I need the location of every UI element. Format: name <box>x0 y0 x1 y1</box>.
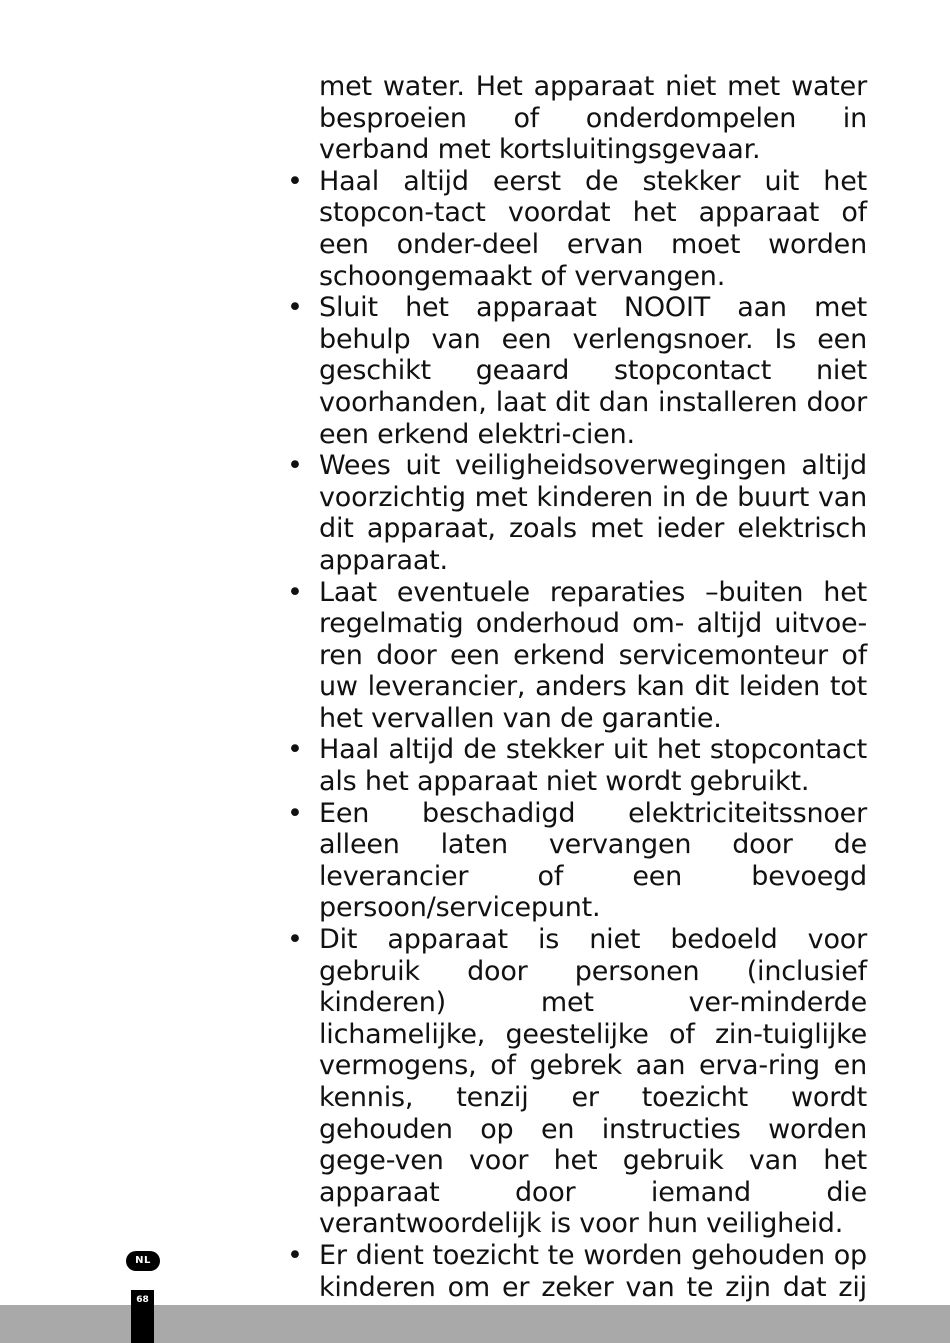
page-number: 68 <box>136 1295 149 1305</box>
bullet-point-icon: • <box>287 450 303 482</box>
bullet-point-icon: • <box>287 576 303 608</box>
safety-bullet-list <box>287 166 867 1335</box>
bullet-item-7 <box>287 924 867 1240</box>
bullet-item-5 <box>287 734 867 797</box>
bullet-point-icon: • <box>287 292 303 324</box>
document-body <box>287 71 867 1335</box>
bullet-text: Dit apparaat is niet bedoeld voor gebruik door personen (inclusief kinderen) met ver-minderde lichamelijke, geestelijke of zin-tuiglijke vermogens, of gebrek aan erva-ring en kennis, tenzij er toezicht wordt gehouden op en instructies worden gege-ven voor het gebruik van het apparaat door iemand die verantwoordelijk is voor hun veiligheid. <box>319 924 867 1240</box>
bullet-point-icon: • <box>287 1239 303 1271</box>
bullet-text: Wees uit veiligheidsoverwegingen altijd voorzichtig met kinderen in de buurt van dit apparaat, zoals met ieder elektrisch apparaat. <box>319 450 867 576</box>
bullet-point-icon: • <box>287 165 303 197</box>
bullet-text: Haal altijd eerst de stekker uit het stopcon-tact voordat het apparaat of een onder-deel ervan moet worden schoongemaakt of vervangen. <box>319 165 867 292</box>
bullet-item-1 <box>287 166 867 292</box>
bullet-text: Haal altijd de stekker uit het stopcontact als het apparaat niet wordt gebruikt. <box>319 734 867 798</box>
page-number-tab <box>131 1290 154 1343</box>
bullet-text: Sluit het apparaat NOOIT aan met behulp van een verlengsnoer. Is een geschikt geaard stopcontact niet voorhanden, laat dit dan installeren door een erkend elektri-cien. <box>319 292 867 450</box>
bullet-text: Een beschadigd elektriciteitssnoer alleen laten vervangen door de leverancier of een bevoegd persoon/servicepunt. <box>319 797 867 924</box>
bullet-text: Er dient toezicht te worden gehouden op kinderen om er zeker van te zijn dat zij <box>319 1239 867 1303</box>
bullet-point-icon: • <box>287 924 303 956</box>
bullet-text: Laat eventuele reparaties –buiten het regelmatig onderhoud om- altijd uitvoe-ren door een erkend servicemonteur of uw leverancier, anders kan dit leiden tot het vervallen van de garantie. <box>319 576 867 734</box>
bullet-item-2 <box>287 292 867 450</box>
bullet-item-4 <box>287 577 867 735</box>
bullet-point-icon: • <box>287 797 303 829</box>
bullet-item-6 <box>287 798 867 924</box>
language-badge: NL <box>126 1251 160 1271</box>
bullet-point-icon: • <box>287 734 303 766</box>
continued-paragraph: met water. Het apparaat niet met water besproeien of onderdompelen in verband met kortsluitingsgevaar. <box>319 71 867 166</box>
bullet-item-3 <box>287 450 867 576</box>
